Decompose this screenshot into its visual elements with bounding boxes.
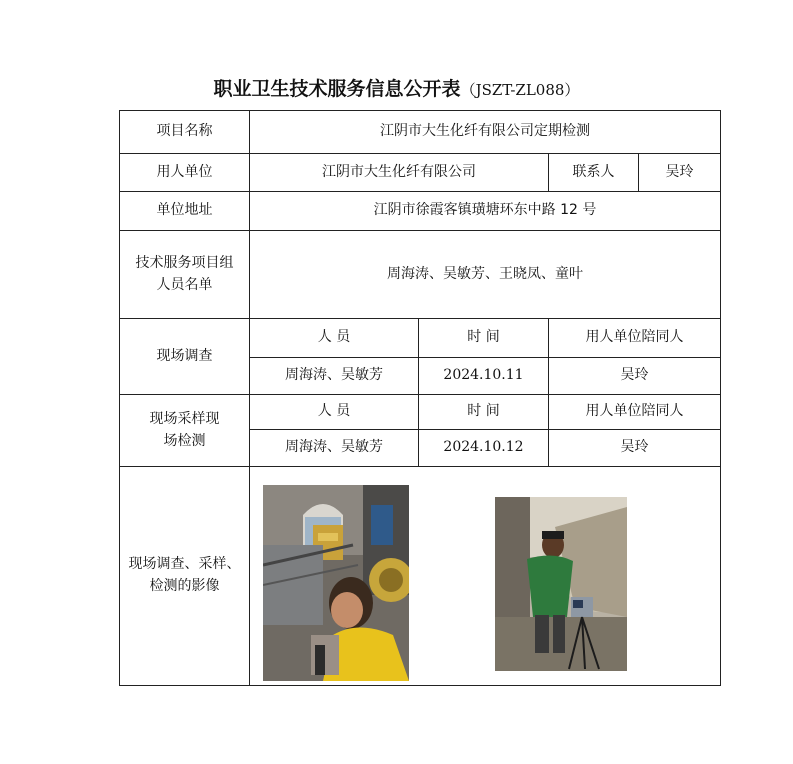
team-label: 技术服务项目组人员名单 xyxy=(120,231,250,319)
sampling-col-companion: 用人单位陪同人 xyxy=(549,395,721,430)
sampling-col-personnel: 人 员 xyxy=(250,395,419,430)
site-survey-photo xyxy=(263,485,409,681)
contact-label: 联系人 xyxy=(549,154,639,192)
employer-label: 用人单位 xyxy=(120,154,250,192)
row-team xyxy=(120,231,721,319)
survey-personnel: 周海涛、吴敏芳 xyxy=(250,358,419,395)
form-code: （JSZT-ZL088） xyxy=(460,81,580,99)
row-employer xyxy=(120,154,721,192)
survey-companion: 吴玲 xyxy=(549,358,721,395)
document-title xyxy=(0,74,793,104)
address-label: 单位地址 xyxy=(120,192,250,231)
images-label: 现场调查、采样、检测的影像 xyxy=(120,467,250,686)
survey-label: 现场调查 xyxy=(120,319,250,395)
survey-col-personnel: 人 员 xyxy=(250,319,419,358)
sampling-date: 2024.10.12 xyxy=(419,430,549,467)
address-value: 江阴市徐霞客镇璜塘环东中路 12 号 xyxy=(250,192,721,231)
row-project-name xyxy=(120,111,721,154)
survey-col-time: 时 间 xyxy=(419,319,549,358)
contact-value: 吴玲 xyxy=(639,154,721,192)
sampling-companion: 吴玲 xyxy=(549,430,721,467)
project-name-value: 江阴市大生化纤有限公司定期检测 xyxy=(250,111,721,154)
survey-col-companion: 用人单位陪同人 xyxy=(549,319,721,358)
team-value: 周海涛、吴敏芳、王晓凤、童叶 xyxy=(250,231,721,319)
sampling-label: 现场采样现场检测 xyxy=(120,395,250,467)
site-sampling-photo xyxy=(495,497,627,671)
images-cell xyxy=(250,467,721,686)
row-survey-header xyxy=(120,319,721,358)
info-table xyxy=(119,110,721,686)
project-name-label: 项目名称 xyxy=(120,111,250,154)
survey-date: 2024.10.11 xyxy=(419,358,549,395)
row-sampling-header xyxy=(120,395,721,430)
employer-value: 江阴市大生化纤有限公司 xyxy=(250,154,549,192)
title-text: 职业卫生技术服务信息公开表 xyxy=(213,78,461,100)
sampling-personnel: 周海涛、吴敏芳 xyxy=(250,430,419,467)
sampling-col-time: 时 间 xyxy=(419,395,549,430)
row-address xyxy=(120,192,721,231)
row-images xyxy=(120,467,721,686)
